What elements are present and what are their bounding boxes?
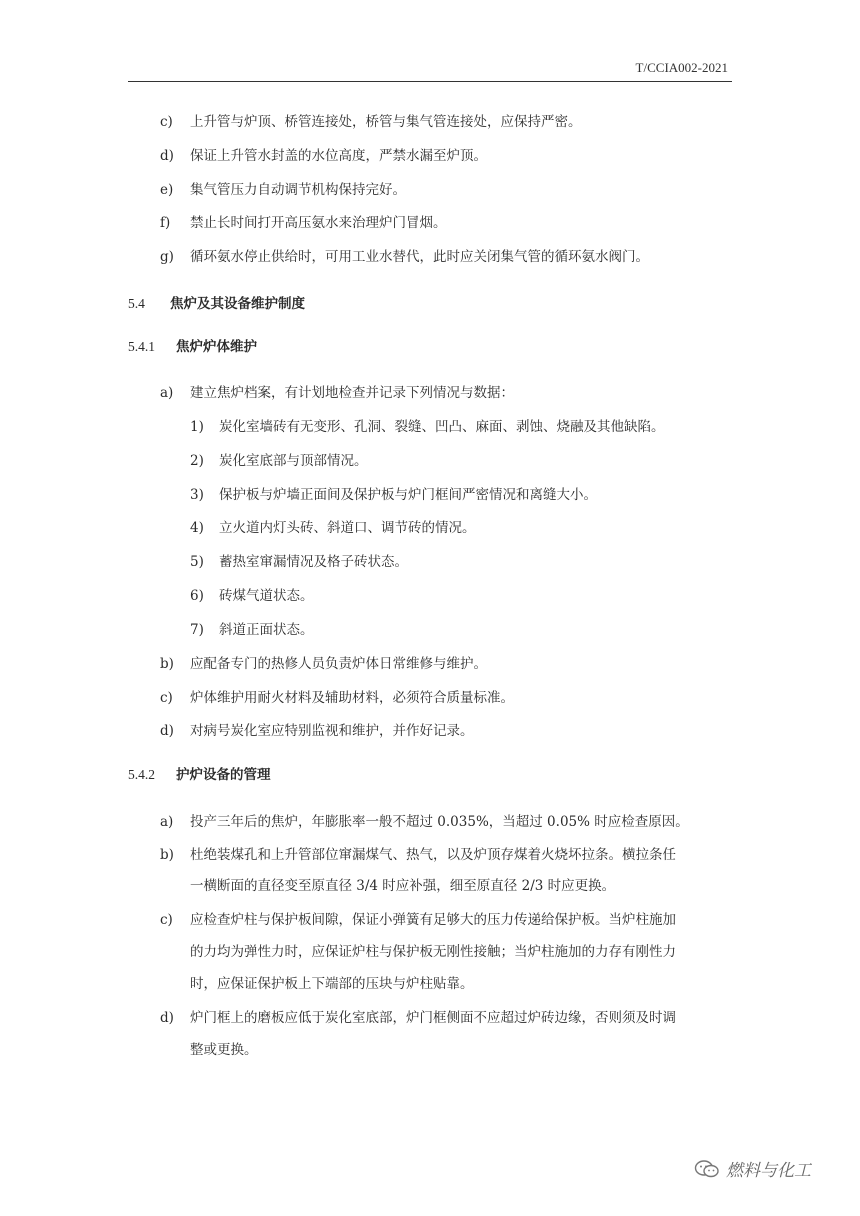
list-marker: c) <box>160 690 173 706</box>
list-item <box>0 178 860 202</box>
sub-list-item <box>0 550 860 574</box>
list-text: 投产三年后的焦炉，年膨胀率一般不超过 0.035%，当超过 0.05% 时应检查原因。 <box>190 814 689 830</box>
list-text: 一横断面的直径变至原直径 3/4 时应补强，细至原直径 2/3 时应更换。 <box>190 878 616 894</box>
list-text: 集气管压力自动调节机构保持完好。 <box>190 182 406 198</box>
list-text: 禁止长时间打开高压氨水来治理炉门冒烟。 <box>190 215 447 231</box>
wechat-icon <box>694 1159 720 1179</box>
list-marker: d) <box>160 723 174 739</box>
list-marker: a) <box>160 385 174 401</box>
list-item <box>0 686 860 710</box>
sub-list-item <box>0 584 860 608</box>
list-marker: d) <box>160 148 174 164</box>
list-marker: 7) <box>190 622 204 638</box>
section-title: 焦炉及其设备维护制度 <box>170 296 305 312</box>
list-text: 保护板与炉墙正面间及保护板与炉门框间严密情况和离缝大小。 <box>219 487 597 503</box>
list-text: 应配备专门的热修人员负责炉体日常维修与维护。 <box>190 656 487 672</box>
list-item <box>0 110 860 134</box>
list-item <box>0 843 860 867</box>
list-marker: c) <box>160 912 173 928</box>
section-heading <box>0 292 860 316</box>
header-rule <box>128 81 732 82</box>
list-marker: d) <box>160 1010 174 1026</box>
list-text: 上升管与炉顶、桥管连接处，桥管与集气管连接处，应保持严密。 <box>190 114 582 130</box>
list-marker: c) <box>160 114 173 130</box>
list-text: 斜道正面状态。 <box>219 622 314 638</box>
section-title: 焦炉炉体维护 <box>176 339 257 355</box>
list-text: 建立焦炉档案，有计划地检查并记录下列情况与数据： <box>190 385 514 401</box>
list-text: 炭化室墙砖有无变形、孔洞、裂缝、凹凸、麻面、剥蚀、烧融及其他缺陷。 <box>219 419 665 435</box>
list-item <box>0 719 860 743</box>
list-item-continuation <box>0 874 860 898</box>
subsection-heading <box>0 763 860 787</box>
list-text: 炉门框上的磨板应低于炭化室底部，炉门框侧面不应超过炉砖边缘，否则须及时调 <box>190 1010 676 1026</box>
list-text: 炉体维护用耐火材料及辅助材料，必须符合质量标准。 <box>190 690 514 706</box>
list-marker: b) <box>160 847 174 863</box>
list-text: 应检查炉柱与保护板间隙，保证小弹簧有足够大的压力传递给保护板。当炉柱施加 <box>190 912 676 928</box>
list-text: 循环氨水停止供给时，可用工业水替代，此时应关闭集气管的循环氨水阀门。 <box>190 249 649 265</box>
list-text: 保证上升管水封盖的水位高度，严禁水漏至炉顶。 <box>190 148 487 164</box>
standard-code: T/CCIA002-2021 <box>635 60 728 75</box>
list-text: 对病号炭化室应特别监视和维护，并作好记录。 <box>190 723 474 739</box>
list-marker: 6) <box>190 588 204 604</box>
list-text: 炭化室底部与顶部情况。 <box>219 453 368 469</box>
list-text: 时，应保证保护板上下端部的压块与炉柱贴靠。 <box>190 976 474 992</box>
watermark <box>694 1156 811 1181</box>
sub-list-item <box>0 483 860 507</box>
sub-list-item <box>0 449 860 473</box>
section-title: 护炉设备的管理 <box>176 767 271 783</box>
list-item-continuation <box>0 940 860 964</box>
list-marker: g) <box>160 249 174 265</box>
list-marker: b) <box>160 656 174 672</box>
list-item <box>0 144 860 168</box>
list-item <box>0 211 860 235</box>
list-item <box>0 245 860 269</box>
watermark-text: 燃料与化工 <box>726 1161 811 1181</box>
list-marker: e) <box>160 182 174 198</box>
list-text: 立火道内灯头砖、斜道口、调节砖的情况。 <box>219 520 476 536</box>
list-item <box>0 908 860 932</box>
sub-list-item <box>0 618 860 642</box>
section-number: 5.4 <box>128 296 145 311</box>
list-marker: 5) <box>190 554 204 570</box>
list-text: 砖煤气道状态。 <box>219 588 314 604</box>
list-marker: 4) <box>190 520 204 536</box>
list-item <box>0 1006 860 1030</box>
section-number: 5.4.2 <box>128 767 155 782</box>
list-item-continuation <box>0 1038 860 1062</box>
section-number: 5.4.1 <box>128 339 155 354</box>
list-marker: 3) <box>190 487 204 503</box>
subsection-heading <box>0 335 860 359</box>
list-text: 整或更换。 <box>190 1042 258 1058</box>
list-text: 的力均为弹性力时，应保证炉柱与保护板无刚性接触；当炉柱施加的力存有刚性力 <box>190 944 676 960</box>
list-text: 蓄热室窜漏情况及格子砖状态。 <box>219 554 408 570</box>
list-text: 杜绝装煤孔和上升管部位窜漏煤气、热气，以及炉顶存煤着火烧坏拉条。横拉条任 <box>190 847 676 863</box>
sub-list-item <box>0 516 860 540</box>
list-item <box>0 810 860 834</box>
list-marker: a) <box>160 814 174 830</box>
list-item-continuation <box>0 972 860 996</box>
list-marker: f) <box>160 215 171 231</box>
list-item <box>0 381 860 405</box>
sub-list-item <box>0 415 860 439</box>
list-item <box>0 652 860 676</box>
list-marker: 2) <box>190 453 204 469</box>
list-marker: 1) <box>190 419 204 435</box>
